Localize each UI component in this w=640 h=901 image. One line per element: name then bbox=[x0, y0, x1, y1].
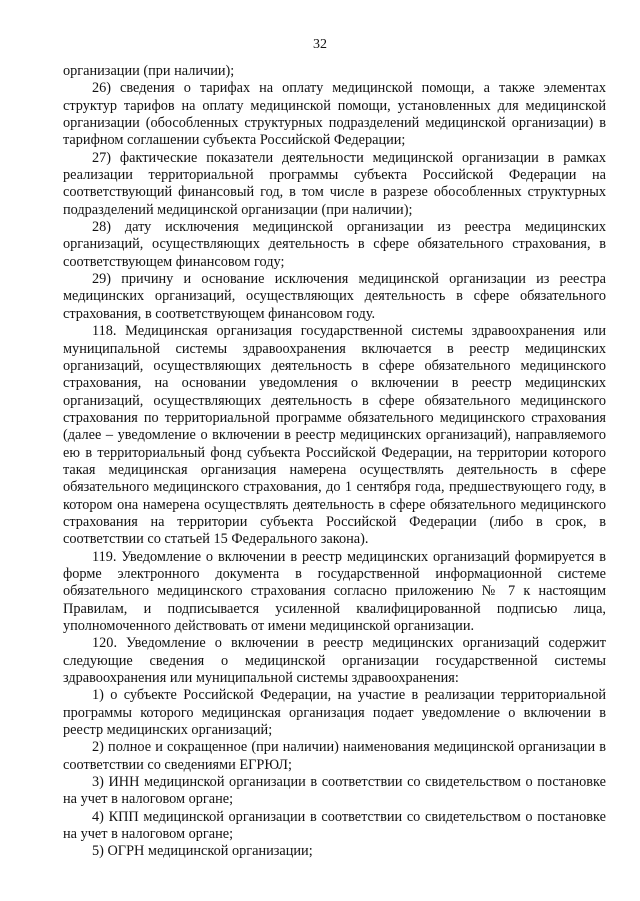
page-number: 32 bbox=[313, 37, 327, 52]
paragraph-item-1: 1) о субъекте Российской Федерации, на участие в реализации территориальной программы которого медицинская организация подает уведомление о включении в реестр медицинских организаций; bbox=[63, 687, 606, 739]
paragraph-item-28: 28) дату исключения медицинской организации из реестра медицинских организаций, осуществляющих деятельность в сфере обязательного страхования, в соответствующем финансовом году; bbox=[63, 219, 606, 270]
paragraph-item-5: 5) ОГРН медицинской организации; bbox=[92, 843, 313, 860]
paragraph-item-27: 27) фактические показатели деятельности медицинской организации в рамках реализации территориальной программы субъекта Российской Федерации на соответствующий финансовый год, в том числе в разрезе обособленных структурных подразделений медицинской организации (при наличии); bbox=[63, 149, 606, 218]
paragraph-item-2: 2) полное и сокращенное (при наличии) наименования медицинской организации в соответствии со сведениями ЕГРЮЛ; bbox=[63, 739, 606, 773]
paragraph-clause-119: 119. Уведомление о включении в реестр медицинских организаций формируется в форме электронного документа в государственной информационной системе обязательного медицинского страхования согласно приложению № 7 к настоящим Правилам, и подписывается усиленной квалифицированной подписью лица, уполномоченного действовать от имени медицинской организации. bbox=[63, 548, 606, 634]
document-body bbox=[63, 63, 606, 861]
paragraph-item-3: 3) ИНН медицинской организации в соответствии со свидетельством о постановке на учет в налоговом органе; bbox=[63, 774, 606, 808]
paragraph-item-26: 26) сведения о тарифах на оплату медицинской помощи, а также элементах структур тарифов на оплату медицинской помощи, установленных для медицинской организации (обособленных структурных подразделений медицинской организации) в тарифном соглашении субъекта Российской Федерации; bbox=[63, 80, 606, 149]
paragraph-clause-118: 118. Медицинская организация государственной системы здравоохранения или муниципальной системы здравоохранения включается в реестр медицинских организаций, осуществляющих деятельность в сфере обязательного медицинского страхования, на основании уведомления о включении в реестр медицинских организаций, осуществляющих деятельность в сфере обязательного медицинского страхования по территориальной программе обязательного медицинского страхования (далее – уведомление о включении в реестр медицинских организаций), направляемого ею в территориальный фонд субъекта Российской Федерации, на территории которого такая медицинская организация намерена осуществлять деятельность в сфере обязательного медицинского страхования, до 1 сентября года, предшествующего году, в котором она намерена осуществлять деятельность в сфере обязательного медицинского страхования на территории субъекта Российской Федерации (либо в срок, в соответствии со статьей 15 Федерального закона). bbox=[63, 323, 606, 548]
paragraph-item-29: 29) причину и основание исключения медицинской организации из реестра медицинских организаций, осуществляющих деятельность в сфере обязательного страхования, в соответствующем финансовом году. bbox=[63, 271, 606, 322]
paragraph-clause-120: 120. Уведомление о включении в реестр медицинских организаций содержит следующие сведения о медицинской организации государственной системы здравоохранения или муниципальной системы здравоохранения: bbox=[63, 635, 606, 687]
paragraph-continuation: организации (при наличии); bbox=[63, 63, 235, 79]
paragraph-item-4: 4) КПП медицинской организации в соответствии со свидетельством о постановке на учет в налоговом органе; bbox=[63, 808, 606, 843]
